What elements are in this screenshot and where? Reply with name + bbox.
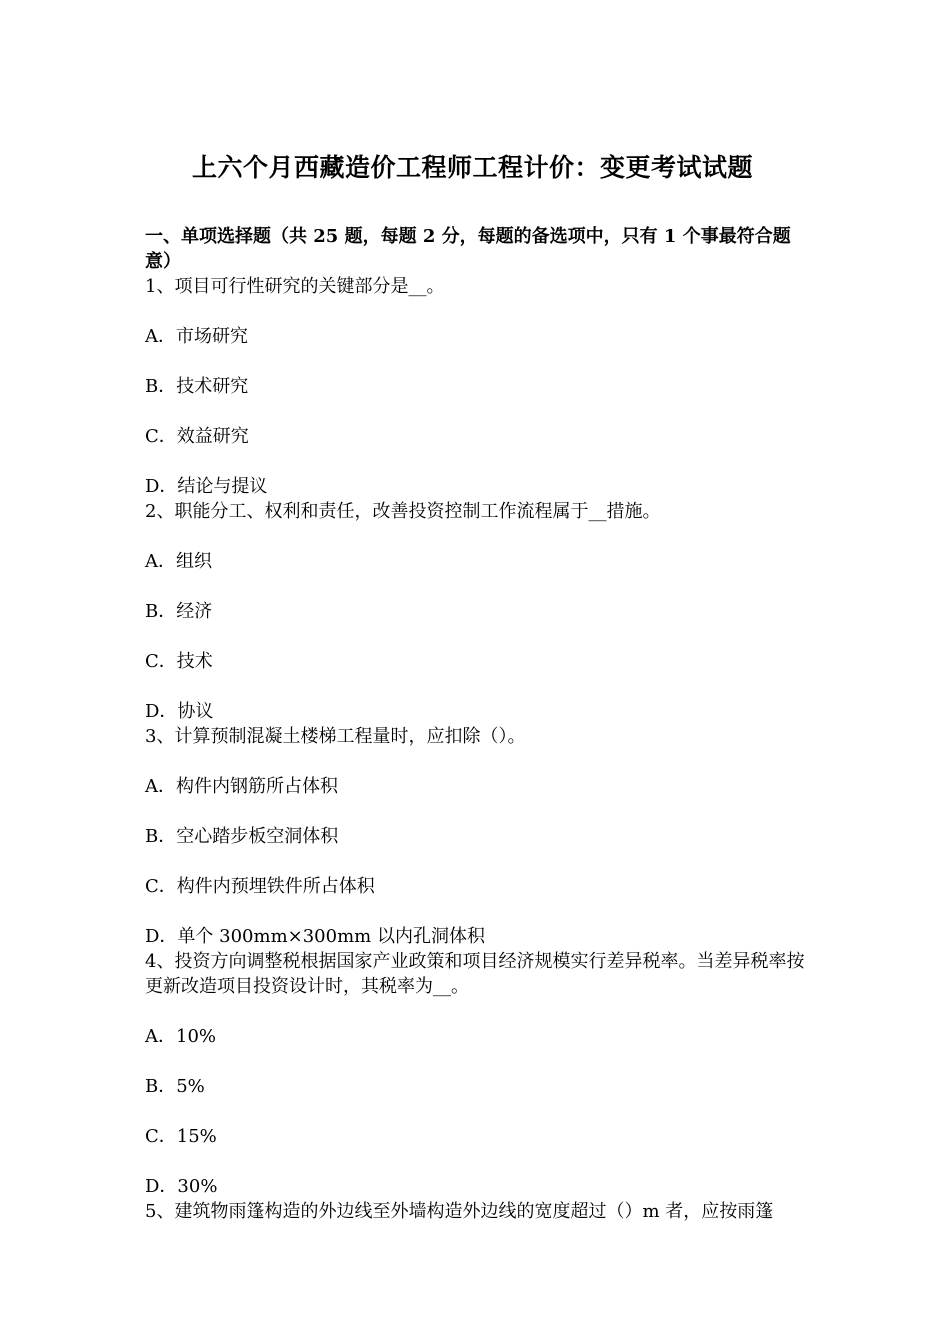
option-a: A．10%: [145, 1026, 217, 1047]
option-a: A．组织: [145, 551, 212, 572]
document-title: 上六个月西藏造价工程师工程计价：变更考试试题: [191, 153, 753, 182]
question-2: [145, 499, 810, 724]
option-d: D．协议: [145, 701, 214, 722]
option-c: C．技术: [145, 651, 213, 672]
option-c: C．效益研究: [145, 426, 249, 447]
question-stem: 5、建筑物雨篷构造的外边线至外墙构造外边线的宽度超过（）m 者，应按雨篷: [145, 1201, 774, 1222]
option-d: D．结论与提议: [145, 476, 268, 497]
option-c: C．构件内预埋铁件所占体积: [145, 876, 375, 897]
section-heading: 一、单项选择题（共 25 题，每题 2 分，每题的备选项中，只有 1 个事最符合题意）: [145, 226, 791, 272]
option-b: B．经济: [145, 601, 213, 622]
option-b: B．5%: [145, 1076, 205, 1097]
option-d: D．30%: [145, 1176, 218, 1197]
option-a: A．构件内钢筋所占体积: [145, 776, 338, 797]
question-3: [145, 724, 810, 949]
option-a: A．市场研究: [145, 326, 248, 347]
question-stem: 3、计算预制混凝土楼梯工程量时，应扣除（）。: [145, 726, 526, 747]
option-d: D．单个 300mm×300mm 以内孔洞体积: [145, 926, 485, 947]
question-stem: 1、项目可行性研究的关键部分是__。: [145, 276, 445, 297]
question-5: [145, 1199, 810, 1224]
document-page: [145, 150, 810, 1224]
question-stem: 4、投资方向调整税根据国家产业政策和项目经济规模实行差异税率。当差异税率按更新改造项目投资设计时，其税率为__。: [145, 951, 805, 997]
question-stem: 2、职能分工、权利和责任，改善投资控制工作流程属于__措施。: [145, 501, 661, 522]
option-c: C．15%: [145, 1126, 217, 1147]
question-1: [145, 274, 810, 499]
option-b: B．空心踏步板空洞体积: [145, 826, 339, 847]
option-b: B．技术研究: [145, 376, 249, 397]
question-4: [145, 949, 810, 1199]
